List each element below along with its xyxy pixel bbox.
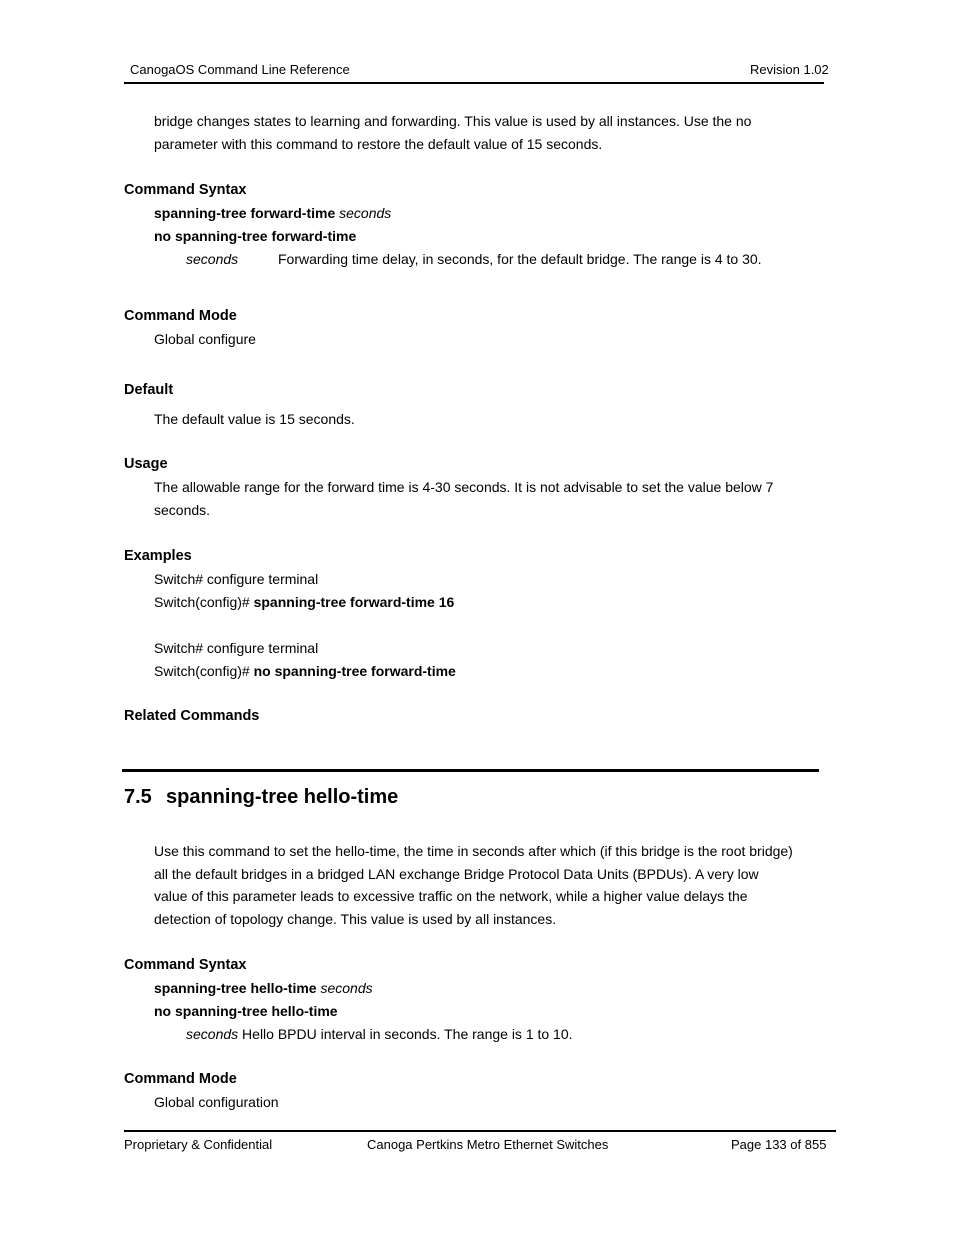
hello-syntax-1 xyxy=(154,980,373,996)
fwd-examples-heading: Examples xyxy=(124,548,192,564)
fwd-default-heading: Default xyxy=(124,382,174,398)
fwd-related-heading: Related Commands xyxy=(124,708,260,724)
fwd-usage-line-2: seconds. xyxy=(154,502,211,518)
header-revision: Revision 1.02 xyxy=(750,62,829,77)
hello-param xyxy=(186,1026,573,1042)
hello-syntax-1-arg: seconds xyxy=(320,980,373,996)
hello-syntax-heading: Command Syntax xyxy=(124,957,247,973)
section-rule xyxy=(122,769,819,772)
fwd-example-2-line-2 xyxy=(154,663,456,679)
fwd-param-desc: Forwarding time delay, in seconds, for the default bridge. The range is 4 to 30. xyxy=(278,251,762,267)
fwd-default-text: The default value is 15 seconds. xyxy=(154,411,355,427)
fwd-example-2-line-1: Switch# configure terminal xyxy=(154,640,319,656)
fwd-example-2-cmd: no spanning-tree forward-time xyxy=(253,663,456,679)
section-number: 7.5 xyxy=(124,786,152,808)
hello-desc-line-2: all the default bridges in a bridged LAN exchange Bridge Protocol Data Units (BPDUs). A very low xyxy=(154,866,759,882)
fwd-example-1-cmd: spanning-tree forward-time 16 xyxy=(253,594,455,610)
fwd-example-1-line-1: Switch# configure terminal xyxy=(154,571,319,587)
intro-line-1: bridge changes states to learning and forwarding. This value is used by all instances. Use the no xyxy=(154,113,752,129)
hello-syntax-2: no spanning-tree hello-time xyxy=(154,1003,338,1019)
hello-desc-line-4: detection of topology change. This value is used by all instances. xyxy=(154,911,557,927)
section-title: spanning-tree hello-time xyxy=(166,786,399,808)
fwd-syntax-1-cmd: spanning-tree forward-time xyxy=(154,205,336,221)
fwd-mode-text: Global configure xyxy=(154,331,256,347)
header-rule xyxy=(124,82,824,84)
footer-page-number: Page 133 of 855 xyxy=(731,1137,827,1152)
header-title: CanogaOS Command Line Reference xyxy=(130,62,350,77)
footer-rule xyxy=(124,1130,836,1132)
hello-mode-text: Global configuration xyxy=(154,1094,279,1110)
fwd-example-1-line-2 xyxy=(154,594,454,610)
fwd-syntax-1 xyxy=(154,205,391,221)
intro-line-2: parameter with this command to restore the default value of 15 seconds. xyxy=(154,136,603,152)
footer-left: Proprietary & Confidential xyxy=(124,1137,273,1152)
footer-center: Canoga Pertkins Metro Ethernet Switches xyxy=(367,1137,609,1152)
hello-syntax-1-cmd: spanning-tree hello-time xyxy=(154,980,317,996)
section-heading xyxy=(124,786,398,809)
hello-param-desc: Hello BPDU interval in seconds. The range is 1 to 10. xyxy=(242,1026,573,1042)
fwd-example-1-prompt: Switch(config)# xyxy=(154,594,250,610)
fwd-param-name: seconds xyxy=(186,251,239,267)
fwd-example-2-prompt: Switch(config)# xyxy=(154,663,250,679)
hello-mode-heading: Command Mode xyxy=(124,1071,237,1087)
fwd-usage-line-1: The allowable range for the forward time is 4-30 seconds. It is not advisable to set the value below 7 xyxy=(154,479,774,495)
fwd-syntax-1-arg: seconds xyxy=(339,205,392,221)
hello-desc-line-1: Use this command to set the hello-time, the time in seconds after which (if this bridge is the root bridge) xyxy=(154,843,793,859)
fwd-mode-heading: Command Mode xyxy=(124,308,237,324)
fwd-syntax-2: no spanning-tree forward-time xyxy=(154,228,357,244)
hello-param-name: seconds xyxy=(186,1026,239,1042)
fwd-syntax-heading: Command Syntax xyxy=(124,182,247,198)
fwd-usage-heading: Usage xyxy=(124,456,168,472)
hello-desc-line-3: value of this parameter leads to excessive traffic on the network, while a higher value delays the xyxy=(154,888,748,904)
